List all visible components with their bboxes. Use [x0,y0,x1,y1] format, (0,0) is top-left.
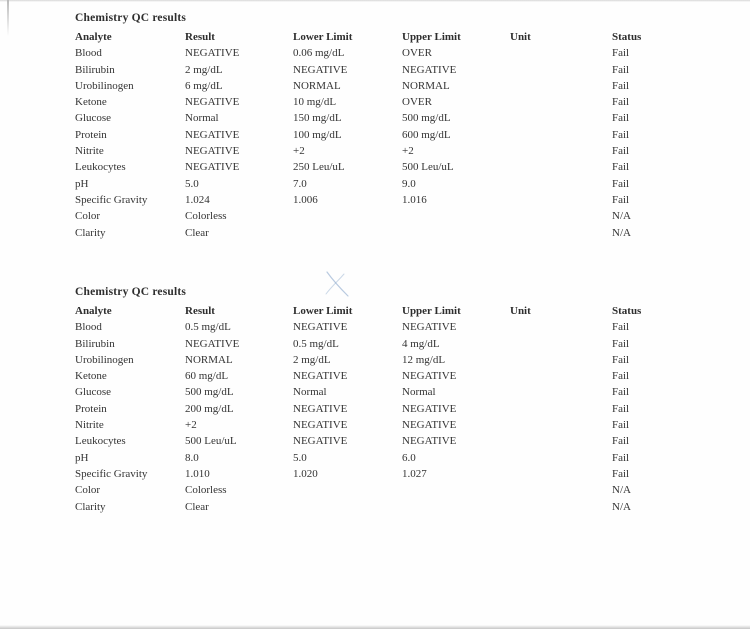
cell [510,45,612,61]
cell: 4 mg/dL [402,337,440,350]
table-row [75,127,715,143]
cell [510,450,612,466]
cell [510,110,612,126]
cell: 2 mg/dL [185,63,223,76]
cell: 2 mg/dL [293,353,331,366]
scan-edge-bottom [0,625,750,629]
cell: NEGATIVE [402,370,457,383]
cell [510,62,612,78]
table-row [75,368,715,384]
cell: 500 Leu/uL [402,161,454,174]
cell: Fail [612,353,630,366]
scan-corner-artifact [7,0,9,36]
cell: 600 mg/dL [402,128,451,141]
cell [402,225,510,241]
cell: 5.0 [185,177,199,190]
cell: Ketone [75,96,107,109]
cell: NEGATIVE [293,402,348,415]
cell [510,127,612,143]
cell: Nitrite [75,145,104,158]
cell: Fail [612,112,630,125]
table-row [75,417,715,433]
table-body [75,45,715,241]
cell [510,78,612,94]
cell: Specific Gravity [75,193,148,206]
column-header: Result [185,305,215,317]
cell: N/A [612,484,631,497]
table-title: Chemistry QC results [75,286,187,298]
column-header: Result [185,31,215,43]
cell: NORMAL [402,79,450,92]
cell: OVER [402,47,432,60]
table-row [75,450,715,466]
cell: Colorless [185,210,227,223]
cell: 500 Leu/uL [185,435,237,448]
cell [510,94,612,110]
cell: 1.027 [402,467,427,480]
cell [510,384,612,400]
table-row [75,466,715,482]
cell: Color [75,210,101,223]
cell: 5.0 [293,451,307,464]
cell: Fail [612,386,630,399]
column-header: Unit [510,305,531,317]
cell [510,159,612,175]
cell [510,319,612,335]
cell [293,208,402,224]
cell: NEGATIVE [402,63,457,76]
table-row [75,143,715,159]
table-row [75,499,715,515]
cell: Clarity [75,226,106,239]
table-header [75,29,715,45]
cell: 1.024 [185,193,210,206]
table-row [75,319,715,335]
cell: pH [75,177,89,190]
column-header: Analyte [75,31,112,43]
cell: 250 Leu/uL [293,161,345,174]
table-row [75,78,715,94]
cell: Fail [612,435,630,448]
cell [510,368,612,384]
cell: 150 mg/dL [293,112,342,125]
table-row [75,482,715,498]
cell [510,192,612,208]
cell [510,433,612,449]
column-header: Status [612,31,642,43]
cell: 7.0 [293,177,307,190]
cell: Blood [75,321,102,334]
cell: NEGATIVE [185,128,240,141]
cell: Fail [612,451,630,464]
cell: Clarity [75,500,106,513]
cell: NEGATIVE [402,402,457,415]
cell: Fail [612,337,630,350]
cell: 8.0 [185,451,199,464]
table-row [75,176,715,192]
cell [293,499,402,515]
cell: Leukocytes [75,161,126,174]
cell [510,482,612,498]
cell: 1.016 [402,193,427,206]
cell: Blood [75,47,102,60]
cell: Fail [612,467,630,480]
cell: 100 mg/dL [293,128,342,141]
cell: Fail [612,370,630,383]
cell: NEGATIVE [185,47,240,60]
cell [510,336,612,352]
column-header: Upper Limit [402,305,461,317]
cell: Fail [612,419,630,432]
cell: Normal [402,386,436,399]
cell: NEGATIVE [185,96,240,109]
cell: Bilirubin [75,337,115,350]
cell: 6 mg/dL [185,79,223,92]
cell: NEGATIVE [402,321,457,334]
cell: 200 mg/dL [185,402,234,415]
qc-results-table-1 [75,10,715,241]
cell: Urobilinogen [75,79,134,92]
cell: NEGATIVE [402,419,457,432]
column-header: Unit [510,31,531,43]
column-header: Lower Limit [293,305,353,317]
cell: Normal [293,386,327,399]
cell: 60 mg/dL [185,370,229,383]
table-row [75,433,715,449]
cell: Fail [612,79,630,92]
cell: Bilirubin [75,63,115,76]
column-header: Analyte [75,305,112,317]
cell [402,482,510,498]
cell: 9.0 [402,177,416,190]
table-row [75,352,715,368]
cell: Normal [185,112,219,125]
cell: Fail [612,161,630,174]
cell: N/A [612,226,631,239]
table-title: Chemistry QC results [75,12,187,24]
cell: +2 [185,419,197,432]
table-row [75,159,715,175]
table-row [75,401,715,417]
cell: Fail [612,63,630,76]
cell: 1.020 [293,467,318,480]
cell: Fail [612,321,630,334]
cell: NEGATIVE [293,370,348,383]
table-row [75,192,715,208]
cell: +2 [402,145,414,158]
table-row [75,225,715,241]
cell: Protein [75,128,107,141]
cell: Colorless [185,484,227,497]
cell: 0.06 mg/dL [293,47,345,60]
cell [510,143,612,159]
cell [402,208,510,224]
scan-edge-top [0,0,750,2]
cell: 1.006 [293,193,318,206]
cell: 500 mg/dL [402,112,451,125]
cell [510,225,612,241]
cell: Leukocytes [75,435,126,448]
cell: 0.5 mg/dL [185,321,231,334]
table-header [75,303,715,319]
cell: Color [75,484,101,497]
cell: NORMAL [293,79,341,92]
cell: NEGATIVE [293,321,348,334]
cell: Fail [612,402,630,415]
cell [510,417,612,433]
cell: NEGATIVE [293,435,348,448]
table-row [75,384,715,400]
table-row [75,208,715,224]
cell: Fail [612,193,630,206]
cell: Clear [185,226,209,239]
cell: 500 mg/dL [185,386,234,399]
table-body [75,319,715,515]
cell: 10 mg/dL [293,96,337,109]
table-row [75,110,715,126]
cell: NORMAL [185,353,233,366]
cell [293,225,402,241]
cell [510,499,612,515]
cell: Glucose [75,386,112,399]
cell: +2 [293,145,305,158]
cell: NEGATIVE [185,337,240,350]
cell: NEGATIVE [402,435,457,448]
table-row [75,336,715,352]
cell: Ketone [75,370,107,383]
cell: 0.5 mg/dL [293,337,339,350]
cell: Fail [612,47,630,60]
qc-results-table-2 [75,284,715,515]
cell: OVER [402,96,432,109]
cell: Fail [612,128,630,141]
cell: Clear [185,500,209,513]
table-row [75,62,715,78]
column-header: Status [612,305,642,317]
table-row [75,45,715,61]
cell: pH [75,451,89,464]
cell: Glucose [75,112,112,125]
cell: 6.0 [402,451,416,464]
cell: NEGATIVE [185,145,240,158]
cell: Urobilinogen [75,353,134,366]
cell: NEGATIVE [185,161,240,174]
cell: 1.010 [185,467,210,480]
cell: NEGATIVE [293,419,348,432]
cell: Fail [612,177,630,190]
cell [402,499,510,515]
cell: 12 mg/dL [402,353,446,366]
cell: N/A [612,210,631,223]
cell: Fail [612,96,630,109]
table-row [75,94,715,110]
cell: Nitrite [75,419,104,432]
cell: Specific Gravity [75,467,148,480]
cell: Fail [612,145,630,158]
cell [510,208,612,224]
cell [510,352,612,368]
cell [510,401,612,417]
column-header: Upper Limit [402,31,461,43]
cell [293,482,402,498]
cell [510,176,612,192]
cell: Protein [75,402,107,415]
column-header: Lower Limit [293,31,353,43]
cell [510,466,612,482]
cell: NEGATIVE [293,63,348,76]
cell: N/A [612,500,631,513]
